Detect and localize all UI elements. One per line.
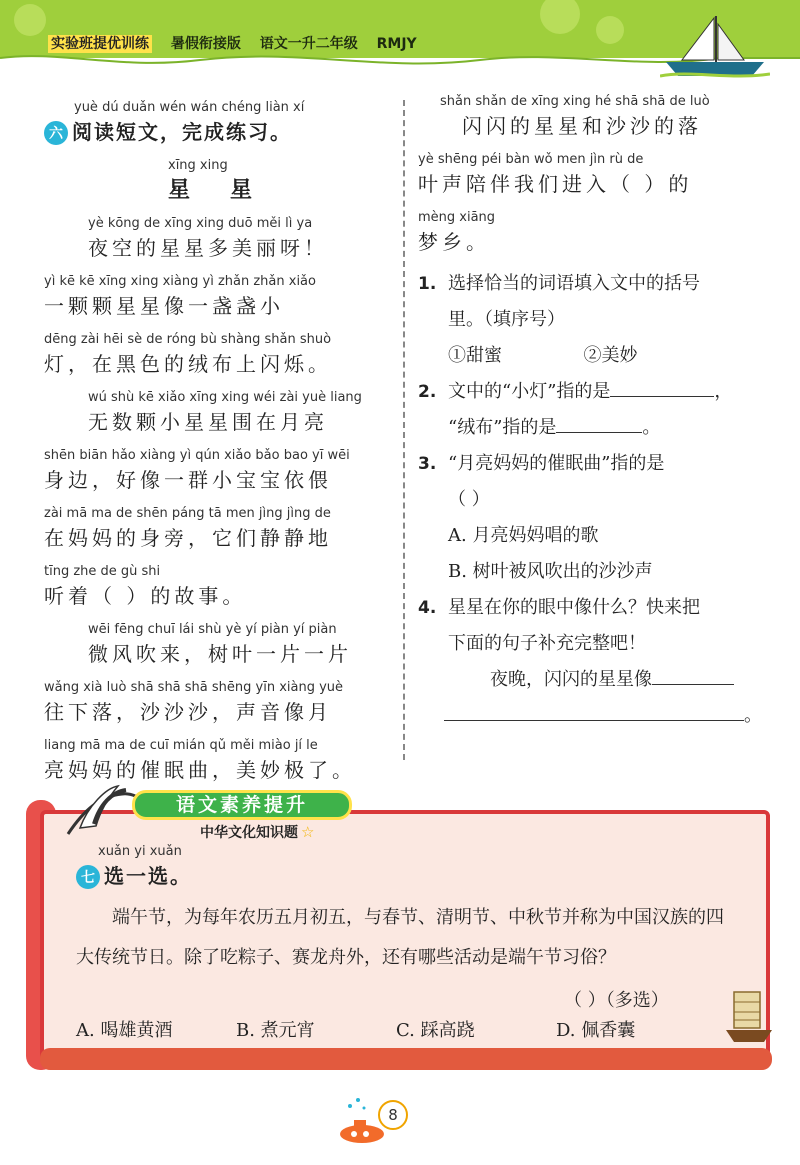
question-number: 2.: [418, 382, 437, 402]
question-4: [418, 590, 763, 626]
header-series: 实验班提优训练: [48, 35, 152, 53]
question-text: 选择恰当的词语填入文中的括号: [448, 273, 700, 294]
poem-line-pinyin: yè kōng de xīng xing duō měi lì ya: [88, 216, 313, 231]
poem-line: 梦乡。: [418, 230, 490, 254]
answer-paren[interactable]: （ ）（多选）: [564, 990, 669, 1011]
panel-options: [76, 1016, 716, 1042]
poem-title-pinyin: xīng xing: [168, 158, 228, 173]
answer-paren[interactable]: （ ）: [448, 489, 490, 510]
poem-line: 无数颗小星星围在月亮: [88, 410, 328, 434]
poem-line: 微风吹来，树叶一片一片: [88, 642, 352, 666]
panel-subtitle: 中华文化知识题 ☆: [200, 823, 315, 841]
culture-panel: [40, 790, 772, 1082]
poem-line-pinyin: tīng zhe de gù shi: [44, 564, 161, 579]
poem-line-pinyin: wú shù kē xiǎo xīng xing wéi zài yuè liang: [88, 390, 362, 405]
question-number: 3.: [418, 454, 437, 474]
question-4-answer-line: 。: [418, 698, 763, 734]
poem-line: 灯，在黑色的绒布上闪烁。: [44, 352, 332, 376]
header-publisher: RMJY: [376, 36, 417, 52]
answer-blank[interactable]: [652, 663, 734, 685]
question-number: 4.: [418, 598, 437, 618]
question-2-line2: “绒布”指的是 。: [418, 410, 763, 446]
option-b[interactable]: B. 煮元宵: [236, 1020, 315, 1041]
question-text: 里。（填序号）: [448, 309, 565, 330]
panel-badge: 语文素养提升: [132, 790, 352, 820]
question-3: [418, 446, 763, 482]
option-b[interactable]: B. 树叶被风吹出的沙沙声: [448, 561, 653, 582]
poem-line-pinyin: yè shēng péi bàn wǒ men jìn rù de: [418, 152, 644, 167]
question-2: 2. 文中的“小灯”指的是 ，: [418, 374, 763, 410]
question-number: 1.: [418, 274, 437, 294]
section7-pinyin: xuǎn yi xuǎn: [98, 844, 182, 859]
answer-blank[interactable]: [610, 375, 714, 397]
option-a[interactable]: A. 月亮妈妈唱的歌: [448, 525, 599, 546]
poem-line-pinyin: shēn biān hǎo xiàng yì qún xiǎo bǎo bao yī wēi: [44, 448, 350, 463]
poem-title: 星星: [168, 177, 293, 203]
section6-title: 阅读短文，完成练习。: [72, 120, 292, 144]
star-icon: ☆: [301, 823, 315, 841]
poem-line-pinyin: shǎn shǎn de xīng xing hé shā shā de luò: [440, 94, 710, 109]
poem-line: 夜空的星星多美丽呀！: [88, 236, 328, 260]
poem-line: 听着（ ）的故事。: [44, 584, 247, 608]
poem-line-pinyin: dēng zài hēi sè de róng bù shàng shǎn shuò: [44, 332, 332, 347]
poem-line-pinyin: zài mā ma de shēn páng tā men jìng jìng de: [44, 506, 331, 521]
poem-line: 往下落，沙沙沙，声音像月: [44, 700, 332, 724]
option-2[interactable]: ②美妙: [583, 345, 638, 366]
section7-heading: [76, 862, 192, 892]
answer-blank[interactable]: [556, 411, 642, 433]
question-1: [418, 266, 763, 302]
poem-line: 一颗颗星星像一盏盏小: [44, 294, 284, 318]
option-a[interactable]: A. 喝雄黄酒: [76, 1020, 173, 1041]
question-1-options: [418, 338, 763, 374]
poem-line: 叶声陪伴我们进入（ ）的: [418, 172, 693, 196]
poem-line-pinyin: wēi fēng chuī lái shù yè yí piàn yí piàn: [88, 622, 337, 637]
section7-number: 七: [76, 865, 100, 889]
question-text: “月亮妈妈的催眠曲”指的是: [448, 453, 665, 474]
panel-paragraph: 端午节，为每年农历五月初五，与春节、清明节、中秋节并称为中国汉族的四大传统节日。除了吃粽子、赛龙舟外，还有哪些活动是端午节习俗？: [76, 907, 724, 968]
option-d[interactable]: D. 佩香囊: [556, 1020, 636, 1041]
left-column: [44, 98, 394, 794]
poem-line-pinyin: yì kē kē xīng xing xiàng yì zhǎn zhǎn xiǎo: [44, 274, 316, 289]
header-text: [48, 33, 431, 53]
poem-line: 在妈妈的身旁，它们静静地: [44, 526, 332, 550]
question-4-prompt-line: [418, 662, 763, 698]
option-c[interactable]: C. 踩高跷: [396, 1020, 475, 1041]
section6-pinyin: yuè dú duǎn wén wán chéng liàn xí: [74, 100, 305, 115]
page-number: 8: [378, 1100, 408, 1130]
header-edition: 暑假衔接版: [170, 36, 241, 52]
scroll-roll-bottom: [40, 1048, 772, 1070]
question-text: 下面的句子补充完整吧！: [448, 633, 646, 654]
right-column: [418, 92, 763, 734]
poem-title-block: [44, 156, 394, 206]
poem-line-pinyin: liang mā ma de cuī mián qǔ měi miào jí le: [44, 738, 318, 753]
poem-line: 闪闪的星星和沙沙的落: [462, 114, 702, 138]
question-prompt: 夜晚，闪闪的星星像: [490, 669, 652, 690]
header-subject: 语文一升二年级: [259, 36, 358, 52]
poem-line-pinyin: wǎng xià luò shā shā shā shēng yīn xiàng yuè: [44, 680, 344, 695]
section6-heading: [44, 118, 394, 148]
sailboat-icon: [660, 14, 770, 80]
poem-line: 身边，好像一群小宝宝依偎: [44, 468, 332, 492]
option-1[interactable]: ①甜蜜: [448, 345, 502, 366]
question-text: “绒布”指的是: [448, 417, 557, 438]
section6-number: 六: [44, 121, 68, 145]
junk-boat-icon: [724, 988, 774, 1048]
poem-line: 亮妈妈的催眠曲，美妙极了。: [44, 758, 356, 782]
column-divider: [403, 100, 405, 760]
question-text: 文中的“小灯”指的是: [448, 381, 611, 402]
section7-title: 选一选。: [104, 864, 192, 888]
poem-line-pinyin: mèng xiāng: [418, 210, 496, 225]
question-text: 星星在你的眼中像什么？快来把: [448, 597, 700, 618]
answer-blank[interactable]: [444, 699, 744, 721]
page-header: [0, 0, 800, 80]
